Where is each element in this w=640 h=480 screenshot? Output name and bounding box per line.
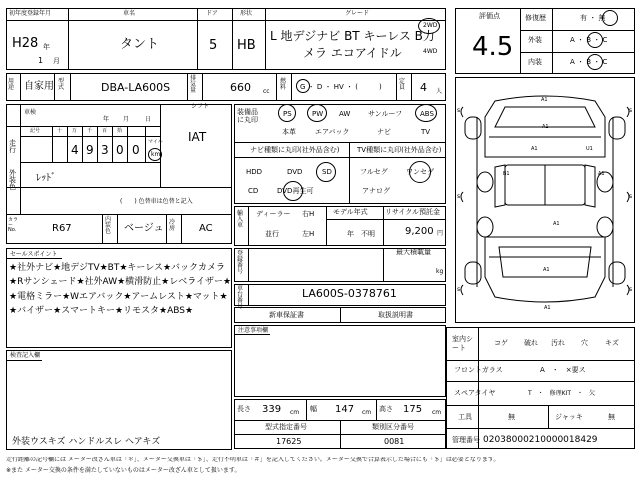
damage-mark: A1 — [544, 305, 551, 311]
exterior-grade-label: 外装 — [528, 36, 542, 44]
abs-circle-mark — [415, 104, 437, 122]
damage-mark: A1 — [541, 97, 548, 103]
mileage-header-0: 記号 — [30, 128, 41, 134]
mileage-label: 走行 — [9, 139, 16, 154]
import-parallel: 並行 — [265, 230, 279, 238]
jack-value: 無 — [608, 413, 615, 421]
displacement-unit: cc — [263, 88, 270, 95]
exterior-grade-circle-mark — [587, 32, 603, 48]
class-no-label: 類別区分番号 — [372, 423, 414, 431]
inspector-text: 外装ウスキズ ハンドルスレ ヘアキズ — [12, 437, 161, 447]
damage-mark: B1 — [503, 171, 510, 177]
inspection-month: 月 — [123, 116, 130, 123]
grade-line2: メラ エコアイドル — [303, 46, 402, 60]
max-load-label: 最大積載量 — [396, 248, 431, 256]
car-outline-diagram — [455, 77, 635, 323]
seat-item: コゲ — [494, 339, 508, 347]
ps-circle-mark — [278, 104, 296, 122]
shape: HB — [237, 38, 256, 53]
drive-2wd: 2WD — [423, 22, 438, 29]
month: 1 — [38, 56, 44, 65]
selling-point-line: ★社外ナビ★地デジTV★BT★キーレス★バックカメラ — [9, 263, 226, 273]
displacement-label: 排気量 — [190, 75, 197, 94]
equipment-section — [234, 104, 446, 204]
width-label: 幅 — [310, 405, 317, 413]
recycle-value: 9,200 — [405, 226, 434, 237]
chassis-value: LA600S-0378761 — [302, 287, 397, 300]
interior-grade-label: 内装 — [528, 58, 542, 66]
usage-label: 用途 — [8, 78, 15, 91]
tv-analog: アナログ — [362, 187, 390, 195]
warranty-book: 新車保証書 — [269, 311, 304, 319]
sd-circle-mark — [316, 162, 336, 182]
svg-text:s: s — [629, 107, 633, 114]
tools-label: 工具 — [458, 413, 472, 421]
mileage-header-5: 拾 — [117, 128, 123, 134]
seat-item: 汚れ — [551, 339, 565, 347]
inspector-label: 検査記入欄 — [10, 352, 41, 359]
width-value: 147 — [335, 404, 355, 415]
fuel-circle-mark — [296, 79, 310, 93]
equip-pw: PW — [312, 110, 324, 118]
seat-item: 破れ — [524, 339, 538, 347]
length-unit: cm — [290, 409, 300, 416]
tv-oneseg: ワンセグ — [406, 168, 434, 176]
selling-point-line: ★Rサンシェード★社外AW★横滑防止★レベライザー★ — [9, 277, 232, 287]
class-no: 0081 — [384, 437, 405, 446]
equip-ps: PS — [283, 110, 292, 118]
mileage-digit: 0 — [116, 143, 124, 157]
eval-score: 4.5 — [472, 32, 514, 62]
exterior-color: ﾚｯﾄﾞ — [36, 173, 56, 184]
drive-circle-mark — [418, 18, 440, 34]
svg-text:s: s — [457, 286, 461, 293]
height-unit: cm — [432, 409, 442, 416]
svg-text:s: s — [457, 193, 461, 200]
inspector-section — [6, 350, 232, 450]
equipment-label: 装備品に丸印 — [237, 108, 258, 125]
footer-note-2: ※また メーター交換の条件を満たしていないものはメーター改ざん車として扱います。 — [6, 467, 241, 474]
aircon: AC — [199, 223, 213, 234]
equip-tv: TV — [421, 128, 431, 136]
model-label: 型式 — [58, 78, 65, 91]
damage-mark: U1 — [586, 146, 593, 152]
car-name-label: 車名 — [123, 10, 136, 17]
inspection-day: 日 — [145, 116, 152, 123]
selling-point-line: ★電格ミラー★Wエアバック★アームレスト★マット★ — [9, 292, 228, 302]
car-name: タント — [120, 37, 160, 52]
nav-dvd-play: DVD再生可 — [277, 187, 314, 195]
spare-tire-label: スペアタイヤ — [454, 389, 496, 397]
damage-mark: A1 — [553, 221, 560, 227]
type-no-label: 型式指定番号 — [265, 423, 307, 431]
nav-header: ナビ種類に丸印(社外品含む) — [250, 146, 340, 154]
exterior-label: 外装色 — [9, 169, 16, 191]
capacity-label: 定員 — [399, 78, 406, 91]
length-value: 339 — [262, 404, 282, 415]
equip-abs: ABS — [420, 110, 434, 118]
import-left: 左H — [302, 230, 315, 238]
doors: 5 — [209, 38, 218, 53]
mileage-digit: 4 — [71, 143, 79, 157]
mgmt-label: 管理番号 — [452, 436, 480, 444]
mgmt-value: 02038000210000018429 — [483, 435, 598, 445]
model: DBA-LA600S — [101, 81, 171, 94]
chassis-label: 車台番号 — [237, 285, 244, 310]
first-reg-label: 初年度登録年月 — [9, 10, 52, 17]
equip-leather: 本革 — [282, 128, 296, 136]
notes-label: 注意事項欄 — [238, 327, 269, 334]
inspection-label: 車検 — [24, 109, 37, 116]
damage-mark: A1 — [543, 267, 550, 273]
jack-label: ジャッキ — [555, 413, 583, 421]
notes-section — [234, 325, 446, 397]
length-label: 長さ — [237, 405, 251, 413]
front-glass-value: A ・ ×要ス — [540, 366, 586, 374]
equip-sunroof: サンルーフ — [368, 110, 403, 118]
seat-item: 穴 — [581, 339, 588, 347]
spare-tire-value: T ・ 修理KIT ・ 欠 — [528, 390, 596, 397]
damage-mark: A1 — [542, 124, 549, 130]
exterior-note: ( ) 色替車は色替と記入 — [120, 198, 193, 205]
tv-fullseg: フルセグ — [360, 168, 388, 176]
import-label: 輸入車 — [237, 210, 244, 229]
km-circle-mark — [148, 148, 162, 161]
selling-points-label: セールスポイント — [10, 251, 58, 258]
mileage-digit: 3 — [101, 143, 109, 157]
seat-item: キズ — [605, 339, 619, 347]
color-no: R67 — [52, 223, 72, 234]
mileage-digit: 9 — [86, 143, 94, 157]
model-year-value: 年 不明 — [347, 230, 375, 238]
grade-line1: L 地デジナビ BT キーレス B力 — [270, 29, 435, 43]
height-value: 175 — [403, 404, 423, 415]
mileage-unit-mile: マイル — [148, 139, 163, 145]
recycle-unit: 円 — [437, 230, 444, 237]
pw-circle-mark — [307, 104, 327, 122]
height-label: 高さ — [379, 405, 393, 413]
svg-text:s: s — [629, 286, 633, 293]
mileage-digit: 0 — [132, 143, 140, 157]
capacity-unit: 人 — [436, 88, 443, 95]
equip-aw: AW — [339, 110, 351, 118]
max-load-unit: kg — [436, 268, 444, 275]
damage-mark: A1 — [598, 171, 605, 177]
recycle-label: リサイクル預託金 — [385, 208, 441, 216]
usage: 自家用 — [24, 81, 54, 92]
equip-navi: ナビ — [377, 128, 391, 136]
mileage-unit-km: km — [151, 151, 161, 158]
mileage-header-2: 万 — [72, 128, 78, 134]
displacement: 660 — [230, 81, 251, 94]
tools-value: 無 — [508, 413, 515, 421]
eval-label: 評価点 — [479, 12, 500, 20]
nav-cd: CD — [248, 187, 259, 195]
fuel-label: 燃料 — [280, 78, 287, 91]
svg-text:s: s — [457, 107, 461, 114]
shape-label: 形状 — [240, 10, 253, 17]
interior-color: ベージュ — [124, 223, 164, 234]
import-dealer: ディーラー — [256, 210, 291, 218]
interior-seat-label: 室内シート — [452, 335, 473, 353]
damage-mark: A1 — [531, 146, 538, 152]
footer-note-1: 走行距離の記号欄には メーター改ざん車は「＊」、メーター交換車は「＄」、走行不明車は「＃」を記入してください。メーター交換で合算表示した場合にも「＄」は必要となります。 — [6, 457, 500, 463]
month-unit: 月 — [53, 57, 60, 65]
aircon-label: 冷房 — [169, 219, 176, 232]
nav-hdd: HDD — [246, 168, 263, 176]
nav-dvd: DVD — [287, 168, 303, 176]
width-unit: cm — [362, 409, 372, 416]
nav-sd: SD — [322, 168, 332, 176]
equip-airbag: エアバック — [315, 128, 350, 136]
mileage-header-4: 百 — [102, 128, 108, 134]
shift-label: シフト — [191, 103, 210, 110]
capacity: 4 — [420, 81, 427, 94]
exterior-grade-options: A ・ B ・ C — [570, 36, 608, 44]
mileage-header-3: 千 — [87, 128, 93, 134]
dvd-play-circle-mark — [283, 181, 303, 201]
repair-circle-mark — [602, 10, 618, 26]
interior-grade-options: A ・ B ・ C — [570, 58, 608, 66]
fuel-options: G ・ D ・ HV ・ ( ) — [300, 83, 382, 91]
oneseg-circle-mark — [409, 161, 431, 183]
interior-color-label: 内装色 — [105, 216, 112, 235]
inspection-year: 年 — [103, 116, 110, 123]
warranty-manual: 取扱説明書 — [378, 311, 413, 319]
year-unit: 年 — [43, 43, 50, 51]
color-no-label: カラーNo. — [8, 217, 19, 233]
svg-text:s: s — [629, 193, 633, 200]
registration-label: 登録番号 — [237, 250, 244, 275]
repair-options: 有 ・ 無 — [580, 14, 606, 22]
selling-point-line: ★バイザー★スマートキー★リモスタ★ABS★ — [9, 306, 194, 316]
shift-value: IAT — [188, 130, 207, 144]
interior-grade-circle-mark — [587, 54, 603, 70]
drive-4wd: 4WD — [423, 48, 438, 55]
repair-label: 修復歴 — [525, 14, 546, 22]
grade-label: グレード — [345, 10, 370, 17]
mileage-header-1: 十 — [57, 128, 63, 134]
type-no: 17625 — [276, 437, 302, 446]
model-year-label: モデル年式 — [333, 208, 368, 216]
import-right: 右H — [302, 210, 315, 218]
door-label: ドア — [206, 10, 218, 17]
year-era: H28 — [12, 36, 39, 51]
front-glass-label: フロントガラス — [454, 366, 503, 374]
tv-header: TV種類に丸印(社外品含む) — [357, 146, 442, 154]
